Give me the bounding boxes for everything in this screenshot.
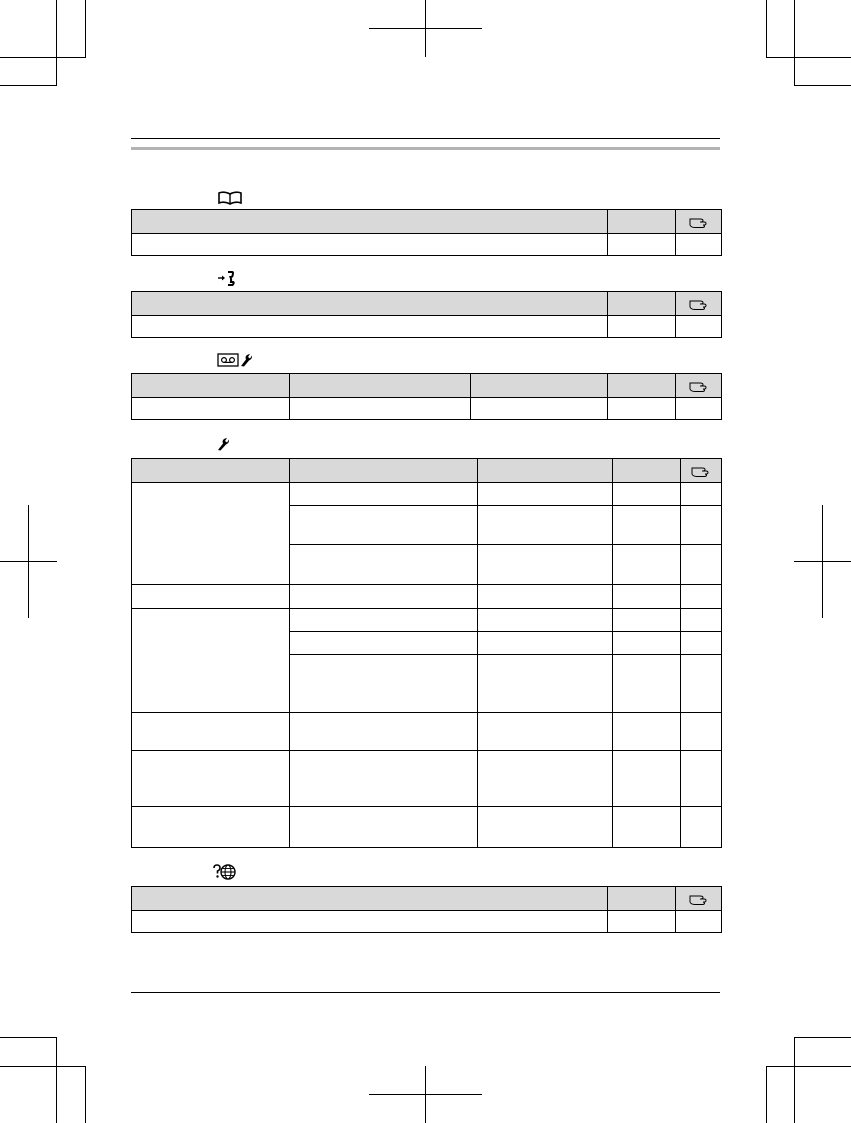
table-cell <box>681 751 722 807</box>
table-cell <box>676 316 722 338</box>
table-cell <box>681 506 722 545</box>
table-cell <box>613 751 681 807</box>
initial-settings-table <box>131 458 722 848</box>
table-cell <box>676 234 722 256</box>
header-cell <box>132 374 290 398</box>
header-cell <box>478 459 613 483</box>
table-cell <box>290 483 478 506</box>
table-cell <box>132 609 290 713</box>
table-cell <box>478 751 613 807</box>
table-cell <box>681 807 722 848</box>
table-cell <box>478 632 613 655</box>
table-cell <box>478 585 613 609</box>
header-cell <box>608 210 676 234</box>
table-cell <box>478 807 613 848</box>
table-cell <box>290 751 478 807</box>
pointing-hand-icon <box>689 215 709 229</box>
table-cell <box>132 234 608 256</box>
pointing-hand-icon <box>689 379 709 393</box>
header-gray-bar <box>131 147 720 150</box>
table-cell <box>132 398 290 420</box>
header-ref-cell <box>676 374 722 398</box>
table-cell <box>681 655 722 713</box>
table-cell <box>676 911 722 933</box>
table-cell <box>681 545 722 585</box>
header-rule <box>131 138 720 139</box>
header-cell <box>290 459 478 483</box>
help-globe-icon <box>211 864 237 880</box>
table-cell <box>681 585 722 609</box>
table-cell <box>290 609 478 632</box>
header-ref-cell <box>681 459 722 483</box>
pointing-hand-icon <box>691 464 711 478</box>
header-ref-cell <box>676 292 722 316</box>
table-cell <box>290 545 478 585</box>
table-cell <box>471 398 608 420</box>
pointing-hand-icon <box>689 297 709 311</box>
header-cell <box>132 887 608 911</box>
table-cell <box>681 483 722 506</box>
table-cell <box>290 632 478 655</box>
table-cell <box>290 506 478 545</box>
header-cell <box>613 459 681 483</box>
table-cell <box>613 632 681 655</box>
table-cell <box>478 506 613 545</box>
table-cell <box>478 713 613 751</box>
table-cell <box>478 483 613 506</box>
header-ref-cell <box>676 887 722 911</box>
answering-system-table <box>131 373 722 420</box>
table-cell <box>613 585 681 609</box>
table-cell <box>478 545 613 585</box>
table-cell <box>290 713 478 751</box>
footer-rule <box>131 992 720 993</box>
header-cell <box>471 374 608 398</box>
table-cell <box>478 609 613 632</box>
table-cell <box>613 545 681 585</box>
table-cell <box>613 483 681 506</box>
table-cell <box>132 483 290 585</box>
table-cell <box>132 585 290 609</box>
table-cell <box>681 609 722 632</box>
table-cell <box>613 506 681 545</box>
table-cell <box>290 585 478 609</box>
table-cell <box>681 713 722 751</box>
pointing-hand-icon <box>689 892 709 906</box>
table-cell <box>608 316 676 338</box>
header-cell <box>608 887 676 911</box>
help-table <box>131 886 722 933</box>
table-cell <box>608 911 676 933</box>
table-cell <box>676 398 722 420</box>
wrench-icon <box>217 436 231 452</box>
header-cell <box>608 292 676 316</box>
header-cell <box>608 374 676 398</box>
table-cell <box>613 807 681 848</box>
table-cell <box>132 807 290 848</box>
table-cell <box>608 398 676 420</box>
intercom-icon <box>217 270 237 286</box>
header-cell <box>132 459 290 483</box>
table-cell <box>132 751 290 807</box>
table-cell <box>132 316 608 338</box>
phonebook-icon <box>217 190 243 206</box>
intercom-table <box>131 291 722 338</box>
table-cell <box>132 713 290 751</box>
table-cell <box>290 398 471 420</box>
phonebook-table <box>131 209 722 256</box>
table-cell <box>613 609 681 632</box>
table-cell <box>132 911 608 933</box>
header-cell <box>132 292 608 316</box>
header-cell <box>290 374 471 398</box>
table-cell <box>613 713 681 751</box>
header-cell <box>132 210 608 234</box>
answering-machine-settings-icon <box>217 352 253 368</box>
table-cell <box>608 234 676 256</box>
table-cell <box>290 807 478 848</box>
table-cell <box>613 655 681 713</box>
table-cell <box>681 632 722 655</box>
header-ref-cell <box>676 210 722 234</box>
table-cell <box>478 655 613 713</box>
table-cell <box>290 655 478 713</box>
